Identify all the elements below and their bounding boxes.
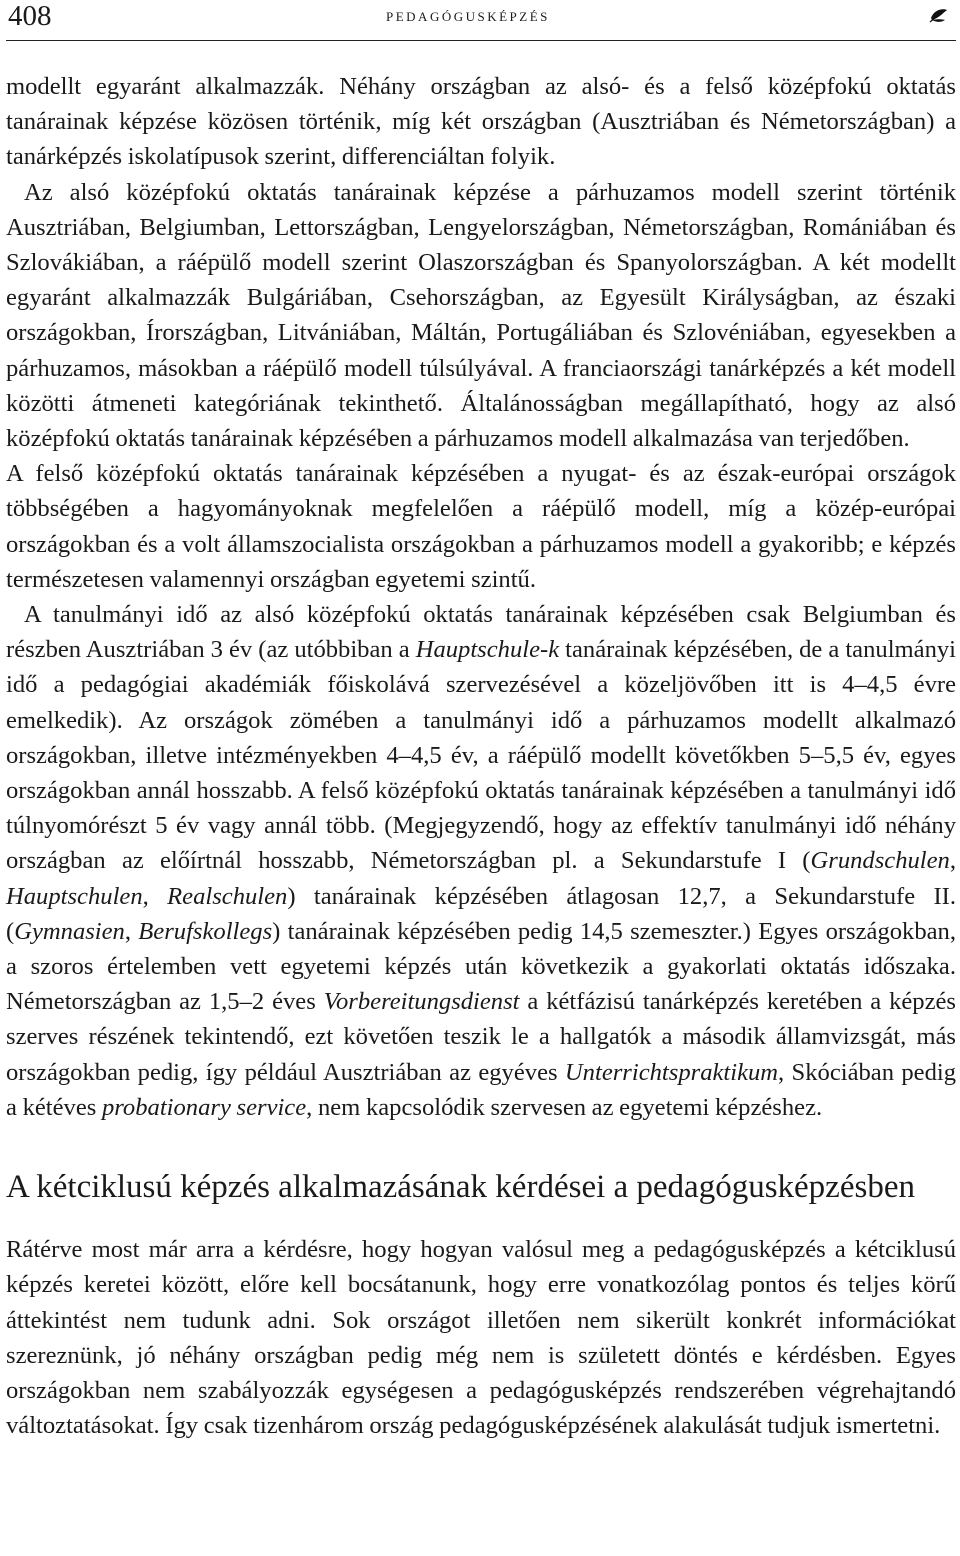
italic-term: Unterrichtspraktikum	[564, 1058, 779, 1086]
text-run: , nem kapcsolódik szervesen az egyetemi képzéshez.	[306, 1093, 823, 1121]
text-run: ) tanárainak képzésében átlagosan 12,7, a Sekundarstufe II. (	[6, 882, 956, 945]
italic-term: Grundschulen	[810, 847, 950, 875]
running-head: pedagógusképzés	[386, 5, 550, 25]
paragraph-2: Az alsó középfokú oktatás tanárainak képzése a párhuzamos modell szerint történik Ausztriában, Belgiumban, Lettországban, Lengyelországban, Németországban, Romániában és Szlovákiában, a ráépülő modell szerint Olaszországban és Spanyolországban. A két modellt egyaránt alkalmazzák Bulgáriában, Csehországban, az Egyesült Királyságban, az északi országokban, Írországban, Litvániában, Máltán, Portugáliában és Szlovéniában, egyesekben a párhuzamos, másokban a ráépülő modell túlsúlyával. A franciaországi tanárképzés a két modell közötti átmeneti kategóriának tekinthető. Általánosságban megállapítható, hogy az alsó középfokú oktatás tanárainak képzésében a párhuzamos modell alkalmazása van terjedőben.	[6, 178, 956, 453]
italic-term: Vorbereitungsdienst	[323, 988, 520, 1016]
text-run: , Skóciában pedig a kétéves	[6, 1058, 956, 1121]
italic-term: Hauptschule-k	[415, 636, 560, 664]
text-run: ,	[949, 847, 956, 875]
text-run: A tanulmányi idő az alsó középfokú oktatás tanárainak képzésében csak Belgiumban és részben Ausztriában 3 év (az utóbbiban a	[6, 601, 956, 664]
page-header	[6, 0, 956, 41]
paragraph-1: modellt egyaránt alkalmazzák. Néhány országban az alsó- és a felső középfokú oktatás tanárainak képzése közösen történik, míg két országban (Ausztriában és Németországban) a tanárképzés iskolatípusok szerint, differenciáltan folyik.	[6, 73, 956, 171]
text-run: ) tanárainak képzésében pedig 14,5 szemeszter.) Egyes országokban, a szoros értelemben vett egyetemi képzés után következik a gyakorlati oktatás időszaka. Németországban az 1,5–2 éves	[6, 917, 957, 1016]
paragraph-4	[6, 597, 956, 1125]
paragraph-5: Rátérve most már arra a kérdésre, hogy hogyan valósul meg a pedagógusképzés a kétciklusú képzés keretei között, előre kell bocsátanunk, hogy erre vonatkozólag pontos és teljes körű áttekintést nem tudunk adni. Sok országot illetően nem sikerült konkrét információkat szereznünk, jó néhány országban pedig még nem is született döntés e kérdésben. Egyes országokban nem szabályozzák egységesen a pedagógusképzés rendszerében végrehajtandó változtatásokat. Így csak tizenhárom ország pedagógusképzésének alakulását tudjuk ismertetni.	[6, 1236, 956, 1440]
text-run: ,	[124, 917, 139, 945]
italic-term: probationary service	[101, 1093, 307, 1121]
page-number: 408	[8, 0, 52, 32]
italic-term: Hauptschulen	[6, 882, 143, 910]
text-run: a kétfázisú tanárképzés keretében a képzés szerves részének tekintendő, ezt követően teszik le a hallgatók a második államvizsgát, más országokban pedig, így például Ausztriában az egyéves	[6, 988, 957, 1086]
italic-term: Gymnasien	[14, 917, 125, 945]
italic-term: Berufskollegs	[138, 917, 273, 945]
italic-term: Realschulen	[167, 882, 288, 910]
section-heading: A kétciklusú képzés alkalmazásának kérdései a pedagógusképzésben	[6, 1169, 915, 1206]
leaf-ornament-icon	[928, 4, 950, 26]
text-run: ,	[142, 882, 168, 910]
paragraph-3: A felső középfokú oktatás tanárainak képzésében a nyugat- és az észak-európai országok többségében a hagyományoknak megfelelően a ráépülő modell, míg a közép-európai országokban és a volt államszocialista országokban a párhuzamos modell a gyakoribb; e képzés természetesen valamennyi országban egyetemi szintű.	[6, 460, 956, 593]
text-run: tanárainak képzésében, de a tanulmányi idő a pedagógiai akadémiák főiskolává szervezésével a közeljövőben itt is 4–4,5 évre emelkedik). Az országok zömében a tanulmányi idő a párhuzamos modellt alkalmazó országokban, illetve intézményekben 4–4,5 év, a ráépülő modellt követőkben 5–5,5 év, egyes országokban annál hosszabb. A felső középfokú oktatás tanárainak képzésében a tanulmányi idő túlnyomórészt 5 év vagy annál több. (Megjegyzendő, hogy az effektív tanulmányi idő néhány országban az előírtnál hosszabb, Németországban pl. a Sekundarstufe I (	[6, 636, 956, 875]
body-text	[6, 69, 956, 1443]
